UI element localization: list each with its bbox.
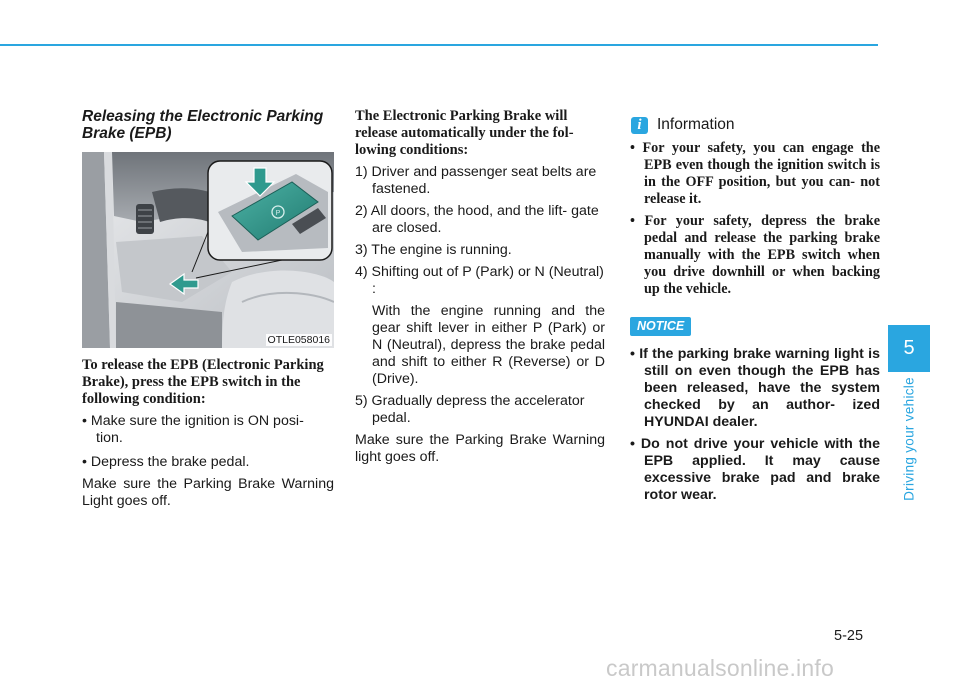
notice-bullet: • Do not drive your vehicle with the EPB applied. It may cause excessive brake pad and brake rotor wear. [630,436,880,503]
figure-code: OTLE058016 [267,334,330,346]
epb-figure [82,152,334,348]
release-instruction-heading: To release the EPB (Electronic Parking Brake), press the EPB switch in the following condition: [82,357,324,407]
watermark: carmanualsonline.info [606,655,834,681]
notice-block [630,317,880,336]
list-item: 3) The engine is running. [355,242,512,258]
auto-release-heading: The Electronic Parking Brake will release automatically under the fol- lowing conditions: [355,108,574,158]
info-bullet: • For your safety, you can engage the EPB even though the ignition switch is in the OFF position, but you can- not release it. [630,140,880,207]
car-interior-illustration [82,152,334,348]
left-column [82,108,334,510]
info-title: Information [657,116,735,133]
notice-tag: NOTICE [630,317,691,336]
bullet-item: • Depress the brake pedal. [82,454,250,470]
bullet-item: • Make sure the ignition is ON posi- tion. [82,413,304,446]
notice-bullet: • If the parking brake warning light is still on even though the EPB has been released, have the system checked by an author- ized HYUNDAI dealer. [630,346,880,430]
header-rule [0,44,878,46]
closing-text: Make sure the Parking Brake Warning Light goes off. [82,476,334,509]
right-column [630,116,880,504]
middle-column [355,108,605,466]
page-number: 5-25 [834,628,864,644]
list-item: 2) All doors, the hood, and the lift- gate are closed. [355,203,599,236]
list-item: 1) Driver and passenger seat belts are fastened. [355,164,597,197]
info-header [630,116,880,134]
chapter-title-text: Driving your vehicle [901,377,917,501]
section-heading: Releasing the Electronic Parking Brake (EPB) [82,108,324,142]
closing-text: Make sure the Parking Brake Warning light goes off. [355,432,605,465]
list-item: 5) Gradually depress the accelerator pedal. [355,393,585,426]
svg-text:P: P [275,210,281,217]
chapter-number-tab: 5 [888,325,930,372]
info-bullet: • For your safety, depress the brake pedal and release the parking brake manually with the EPB switch when you drive downhill or when backing up the vehicle. [630,213,880,297]
list-item-detail: With the engine running and the gear shift lever in either P (Park) or N (Neutral), depress the brake pedal and shift to either R (Reverse) or D (Drive). [372,303,605,387]
chapter-title [897,378,921,500]
info-icon: i [631,117,648,134]
list-item: 4) Shifting out of P (Park) or N (Neutral) : [355,264,604,297]
